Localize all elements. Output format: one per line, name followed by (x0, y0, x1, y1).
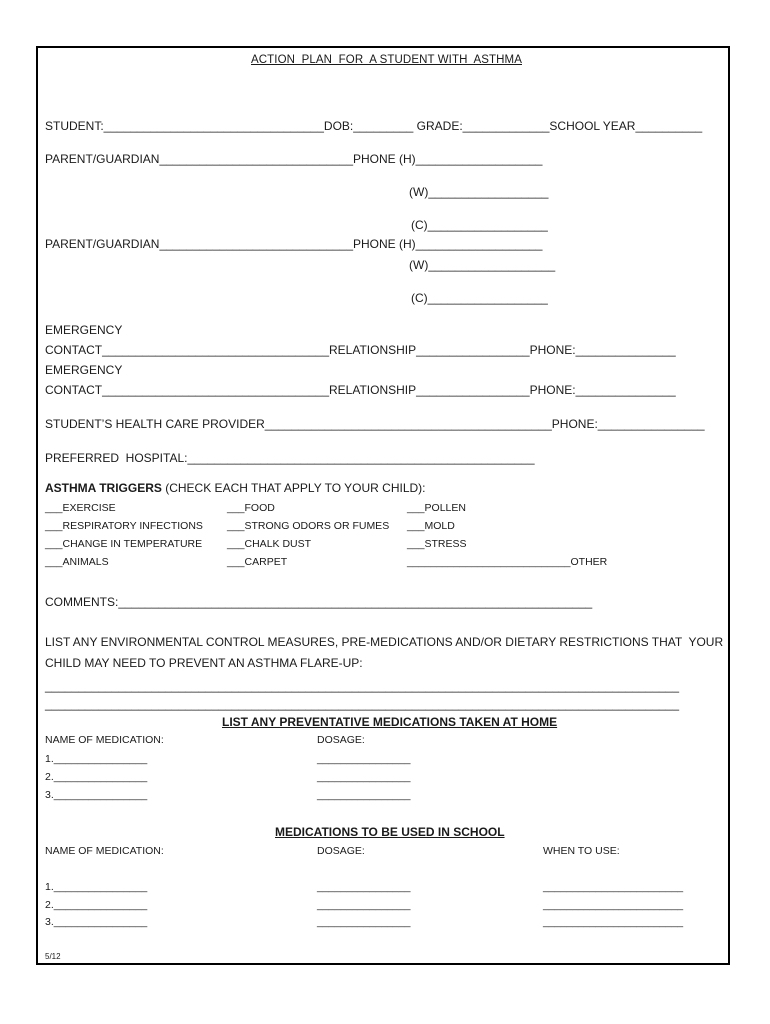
parent-guardian-2-cell-phone[interactable]: (C)__________________ (411, 291, 548, 305)
parent-guardian-2-line[interactable]: PARENT/GUARDIAN_____________________________PHONE (H)___________________ (45, 237, 543, 251)
home-medication-dosage-3[interactable]: ________________ (317, 789, 411, 801)
trigger-strong-odors-or-fumes[interactable]: ___STRONG ODORS OR FUMES (227, 520, 390, 532)
asthma-triggers-heading-instructions: (CHECK EACH THAT APPLY TO YOUR CHILD): (161, 481, 426, 495)
trigger-exercise[interactable]: ___EXERCISE (45, 502, 116, 514)
school-medications-heading: MEDICATIONS TO BE USED IN SCHOOL (275, 825, 505, 839)
emergency-contact-2-label: EMERGENCY (45, 363, 123, 377)
school-medication-when-3[interactable]: ________________________ (543, 916, 684, 928)
school-medication-name-2[interactable]: 2.________________ (45, 899, 148, 911)
comments-line[interactable]: COMMENTS:_______________________________________________________________________ (45, 595, 593, 609)
home-medication-name-1[interactable]: 1.________________ (45, 753, 148, 765)
emergency-contact-2-line[interactable]: CONTACT__________________________________RELATIONSHIP_________________PHONE:_______________ (45, 383, 676, 397)
asthma-triggers-heading (45, 481, 426, 495)
parent-guardian-2-work-phone[interactable]: (W)___________________ (409, 258, 556, 272)
trigger-chalk-dust[interactable]: ___CHALK DUST (227, 538, 312, 550)
home-medication-name-3[interactable]: 3.________________ (45, 789, 148, 801)
environmental-measures-blank-1[interactable]: _______________________________________________________________________________________________ (45, 679, 680, 693)
school-medication-name-3[interactable]: 3.________________ (45, 916, 148, 928)
home-medication-dosage-header: DOSAGE: (317, 734, 365, 746)
home-medication-dosage-1[interactable]: ________________ (317, 753, 411, 765)
trigger-mold[interactable]: ___MOLD (407, 520, 455, 532)
revision-date: 5/12 (45, 952, 61, 961)
school-medication-name-header: NAME OF MEDICATION: (45, 845, 164, 857)
trigger-animals[interactable]: ___ANIMALS (45, 556, 109, 568)
trigger-food[interactable]: ___FOOD (227, 502, 275, 514)
asthma-triggers-heading-bold: ASTHMA TRIGGERS (45, 481, 162, 495)
trigger-carpet[interactable]: ___CARPET (227, 556, 288, 568)
emergency-contact-1-label: EMERGENCY (45, 323, 123, 337)
preferred-hospital-line[interactable]: PREFERRED HOSPITAL:____________________________________________________ (45, 451, 535, 465)
trigger-respiratory-infections[interactable]: ___RESPIRATORY INFECTIONS (45, 520, 203, 532)
emergency-contact-1-line[interactable]: CONTACT__________________________________RELATIONSHIP_________________PHONE:_______________ (45, 343, 676, 357)
school-medication-when-header: WHEN TO USE: (543, 845, 620, 857)
home-medication-name-2[interactable]: 2.________________ (45, 771, 148, 783)
school-medication-dosage-2[interactable]: ________________ (317, 899, 411, 911)
student-info-line[interactable]: STUDENT:_________________________________DOB:_________ GRADE:_____________SCHOOL YEAR__________ (45, 119, 703, 133)
parent-guardian-1-work-phone[interactable]: (W)__________________ (409, 185, 549, 199)
home-medication-dosage-2[interactable]: ________________ (317, 771, 411, 783)
trigger-pollen[interactable]: ___POLLEN (407, 502, 466, 514)
school-medication-dosage-header: DOSAGE: (317, 845, 365, 857)
parent-guardian-1-cell-phone[interactable]: (C)__________________ (411, 218, 548, 232)
environmental-measures-prompt-line2: CHILD MAY NEED TO PREVENT AN ASTHMA FLARE-UP: (45, 656, 363, 670)
school-medication-dosage-1[interactable]: ________________ (317, 881, 411, 893)
school-medication-when-2[interactable]: ________________________ (543, 899, 684, 911)
trigger-other[interactable]: ____________________________OTHER (407, 556, 608, 568)
environmental-measures-blank-2[interactable]: _______________________________________________________________________________________________ (45, 697, 680, 711)
environmental-measures-prompt-line1: LIST ANY ENVIRONMENTAL CONTROL MEASURES, PRE-MEDICATIONS AND/OR DIETARY RESTRICTIONS THAT YOUR (45, 635, 724, 649)
parent-guardian-1-line[interactable]: PARENT/GUARDIAN_____________________________PHONE (H)___________________ (45, 152, 543, 166)
form-title: ACTION PLAN FOR A STUDENT WITH ASTHMA (251, 54, 522, 66)
trigger-stress[interactable]: ___STRESS (407, 538, 467, 550)
home-medications-heading: LIST ANY PREVENTATIVE MEDICATIONS TAKEN AT HOME (222, 715, 558, 729)
trigger-change-in-temperature[interactable]: ___CHANGE IN TEMPERATURE (45, 538, 203, 550)
school-medication-when-1[interactable]: ________________________ (543, 881, 684, 893)
health-care-provider-line[interactable]: STUDENT’S HEALTH CARE PROVIDER___________________________________________PHONE:________________ (45, 417, 705, 431)
school-medication-dosage-3[interactable]: ________________ (317, 916, 411, 928)
home-medication-name-header: NAME OF MEDICATION: (45, 734, 164, 746)
school-medication-name-1[interactable]: 1.________________ (45, 881, 148, 893)
